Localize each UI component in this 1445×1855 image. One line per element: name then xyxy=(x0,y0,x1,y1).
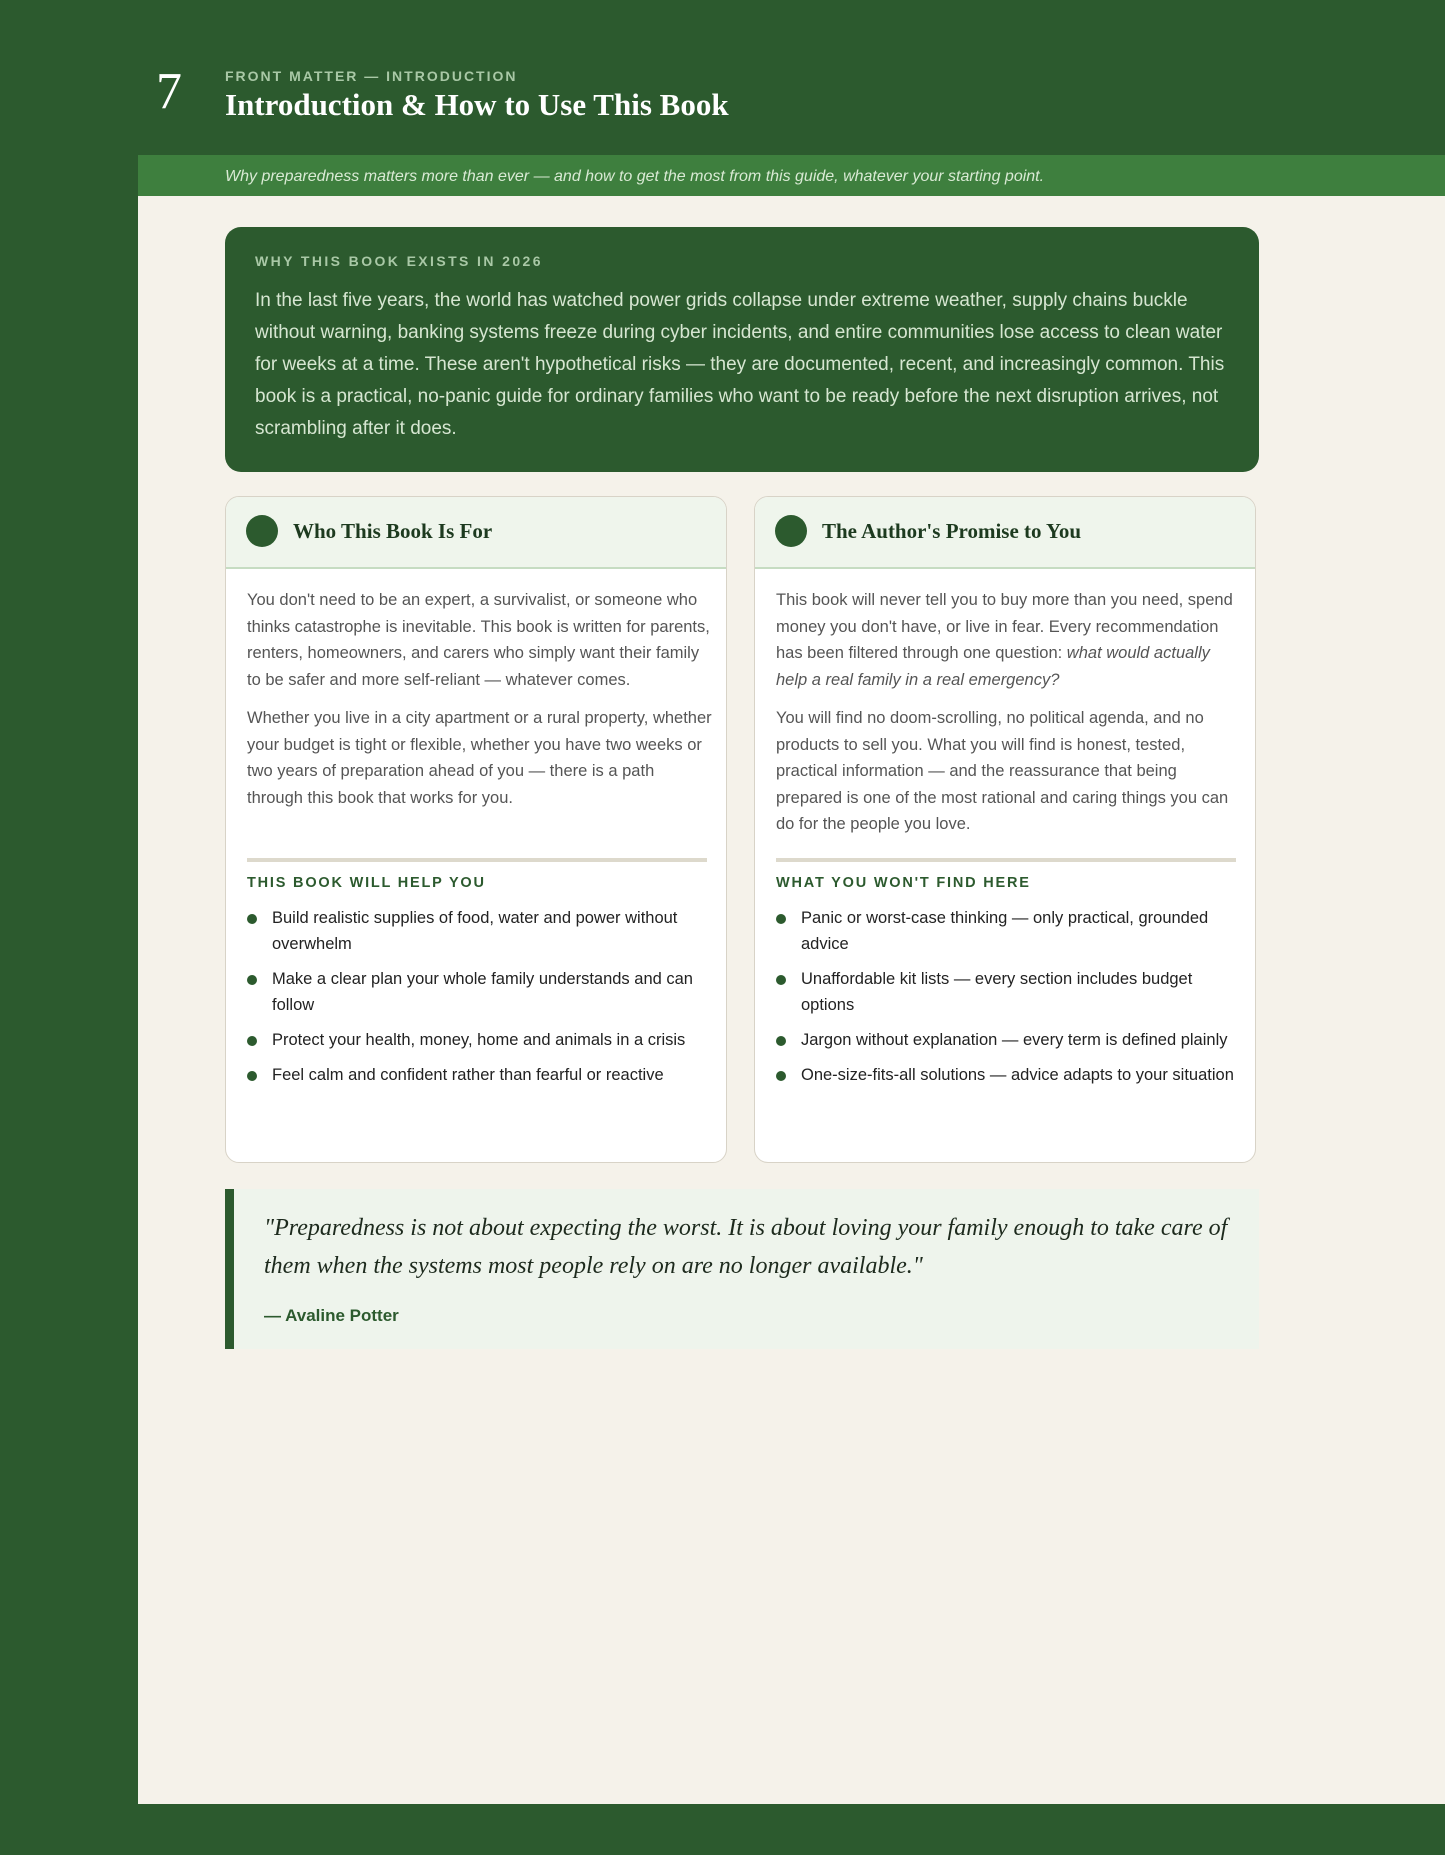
page-subtitle: Why preparedness matters more than ever — and how to get the most from this guide, whatever your starting point. xyxy=(225,168,1045,185)
list-item xyxy=(776,1062,1236,1088)
section-kicker: FRONT MATTER — INTRODUCTION xyxy=(225,68,518,84)
card-title: The Author's Promise to You xyxy=(822,519,1082,543)
circle-icon xyxy=(246,515,278,547)
authors-promise-card xyxy=(754,496,1256,1163)
page-number: 7 xyxy=(156,63,182,120)
card-header xyxy=(755,497,1255,569)
list-item xyxy=(247,1027,707,1053)
paragraph-text: This book will never tell you to buy more than you need, spend money you don't have, or live in fear. Every recommendation has been filtered through one question: xyxy=(776,591,1233,662)
intro-box xyxy=(225,227,1259,472)
list-item xyxy=(247,905,707,957)
quote-author: — Avaline Potter xyxy=(264,1306,399,1325)
bullet-icon xyxy=(247,975,257,985)
list-item-text: Feel calm and confident rather than fearful or reactive xyxy=(272,1066,664,1084)
list-item xyxy=(247,1062,707,1088)
bullet-icon xyxy=(247,914,257,924)
list-item-text: Jargon without explanation — every term is defined plainly xyxy=(801,1031,1228,1049)
list-item xyxy=(776,905,1236,957)
card-paragraph: You will find no doom-scrolling, no political agenda, and no products to sell you. What you will find is honest, tested, practical information — and the reassurance that being prepared is one of the most rational and caring things you can do for the people you love. xyxy=(776,709,1229,833)
bullet-icon xyxy=(776,975,786,985)
divider xyxy=(776,858,1236,862)
page-content xyxy=(138,155,1445,1804)
page-title: Introduction & How to Use This Book xyxy=(225,87,729,122)
card-body xyxy=(776,587,1241,850)
emphasized-question: what would actually help a real family in a real emergency? xyxy=(776,644,1210,689)
card-header xyxy=(226,497,726,569)
bullet-icon xyxy=(776,1071,786,1081)
who-this-book-is-for-card xyxy=(225,496,727,1163)
list-item xyxy=(247,966,707,1018)
subtitle-bar xyxy=(138,155,1445,196)
intro-heading: WHY THIS BOOK EXISTS IN 2026 xyxy=(255,253,543,269)
bullet-icon xyxy=(776,1036,786,1046)
list-item xyxy=(776,1027,1236,1053)
circle-icon xyxy=(775,515,807,547)
list-item-text: Build realistic supplies of food, water and power without overwhelm xyxy=(272,909,678,953)
list-item-text: One-size-fits-all solutions — advice adapts to your situation xyxy=(801,1066,1234,1084)
bullet-list xyxy=(776,905,1236,1097)
list-item-text: Make a clear plan your whole family understands and can follow xyxy=(272,970,693,1014)
page-header xyxy=(0,0,1445,155)
quote-text: "Preparedness is not about expecting the worst. It is about loving your family enough to take care of them when the systems most people rely on are no longer available." xyxy=(264,1215,1228,1279)
list-item-text: Panic or worst-case thinking — only practical, grounded advice xyxy=(801,909,1209,953)
bullet-icon xyxy=(247,1036,257,1046)
card-paragraph: You don't need to be an expert, a survivalist, or someone who thinks catastrophe is inevitable. This book is written for parents, renters, homeowners, and carers who simply want their family to be safer and more self-reliant — whatever comes. xyxy=(247,591,710,689)
card-body xyxy=(247,587,712,823)
card-paragraph: Whether you live in a city apartment or a rural property, whether your budget is tight or flexible, whether you have two weeks or two years of preparation ahead of you — there is a path through this book that works for you. xyxy=(247,709,712,807)
list-heading: WHAT YOU WON'T FIND HERE xyxy=(776,875,1031,891)
list-heading: THIS BOOK WILL HELP YOU xyxy=(247,875,486,891)
list-item-text: Protect your health, money, home and animals in a crisis xyxy=(272,1031,686,1049)
list-item xyxy=(776,966,1236,1018)
card-paragraph xyxy=(776,587,1241,693)
card-title: Who This Book Is For xyxy=(293,519,493,543)
bullet-icon xyxy=(247,1071,257,1081)
intro-text: In the last five years, the world has watched power grids collapse under extreme weather, supply chains buckle without warning, banking systems freeze during cyber incidents, and entire communities lose access to clean water for weeks at a time. These aren't hypothetical risks — they are documented, recent, and increasingly common. This book is a practical, no-panic guide for ordinary families who want to be ready before the next disruption arrives, not scrambling after it does. xyxy=(255,290,1225,439)
list-item-text: Unaffordable kit lists — every section includes budget options xyxy=(801,970,1193,1014)
bullet-list xyxy=(247,905,707,1097)
divider xyxy=(247,858,707,862)
bullet-icon xyxy=(776,914,786,924)
pull-quote xyxy=(225,1189,1259,1349)
